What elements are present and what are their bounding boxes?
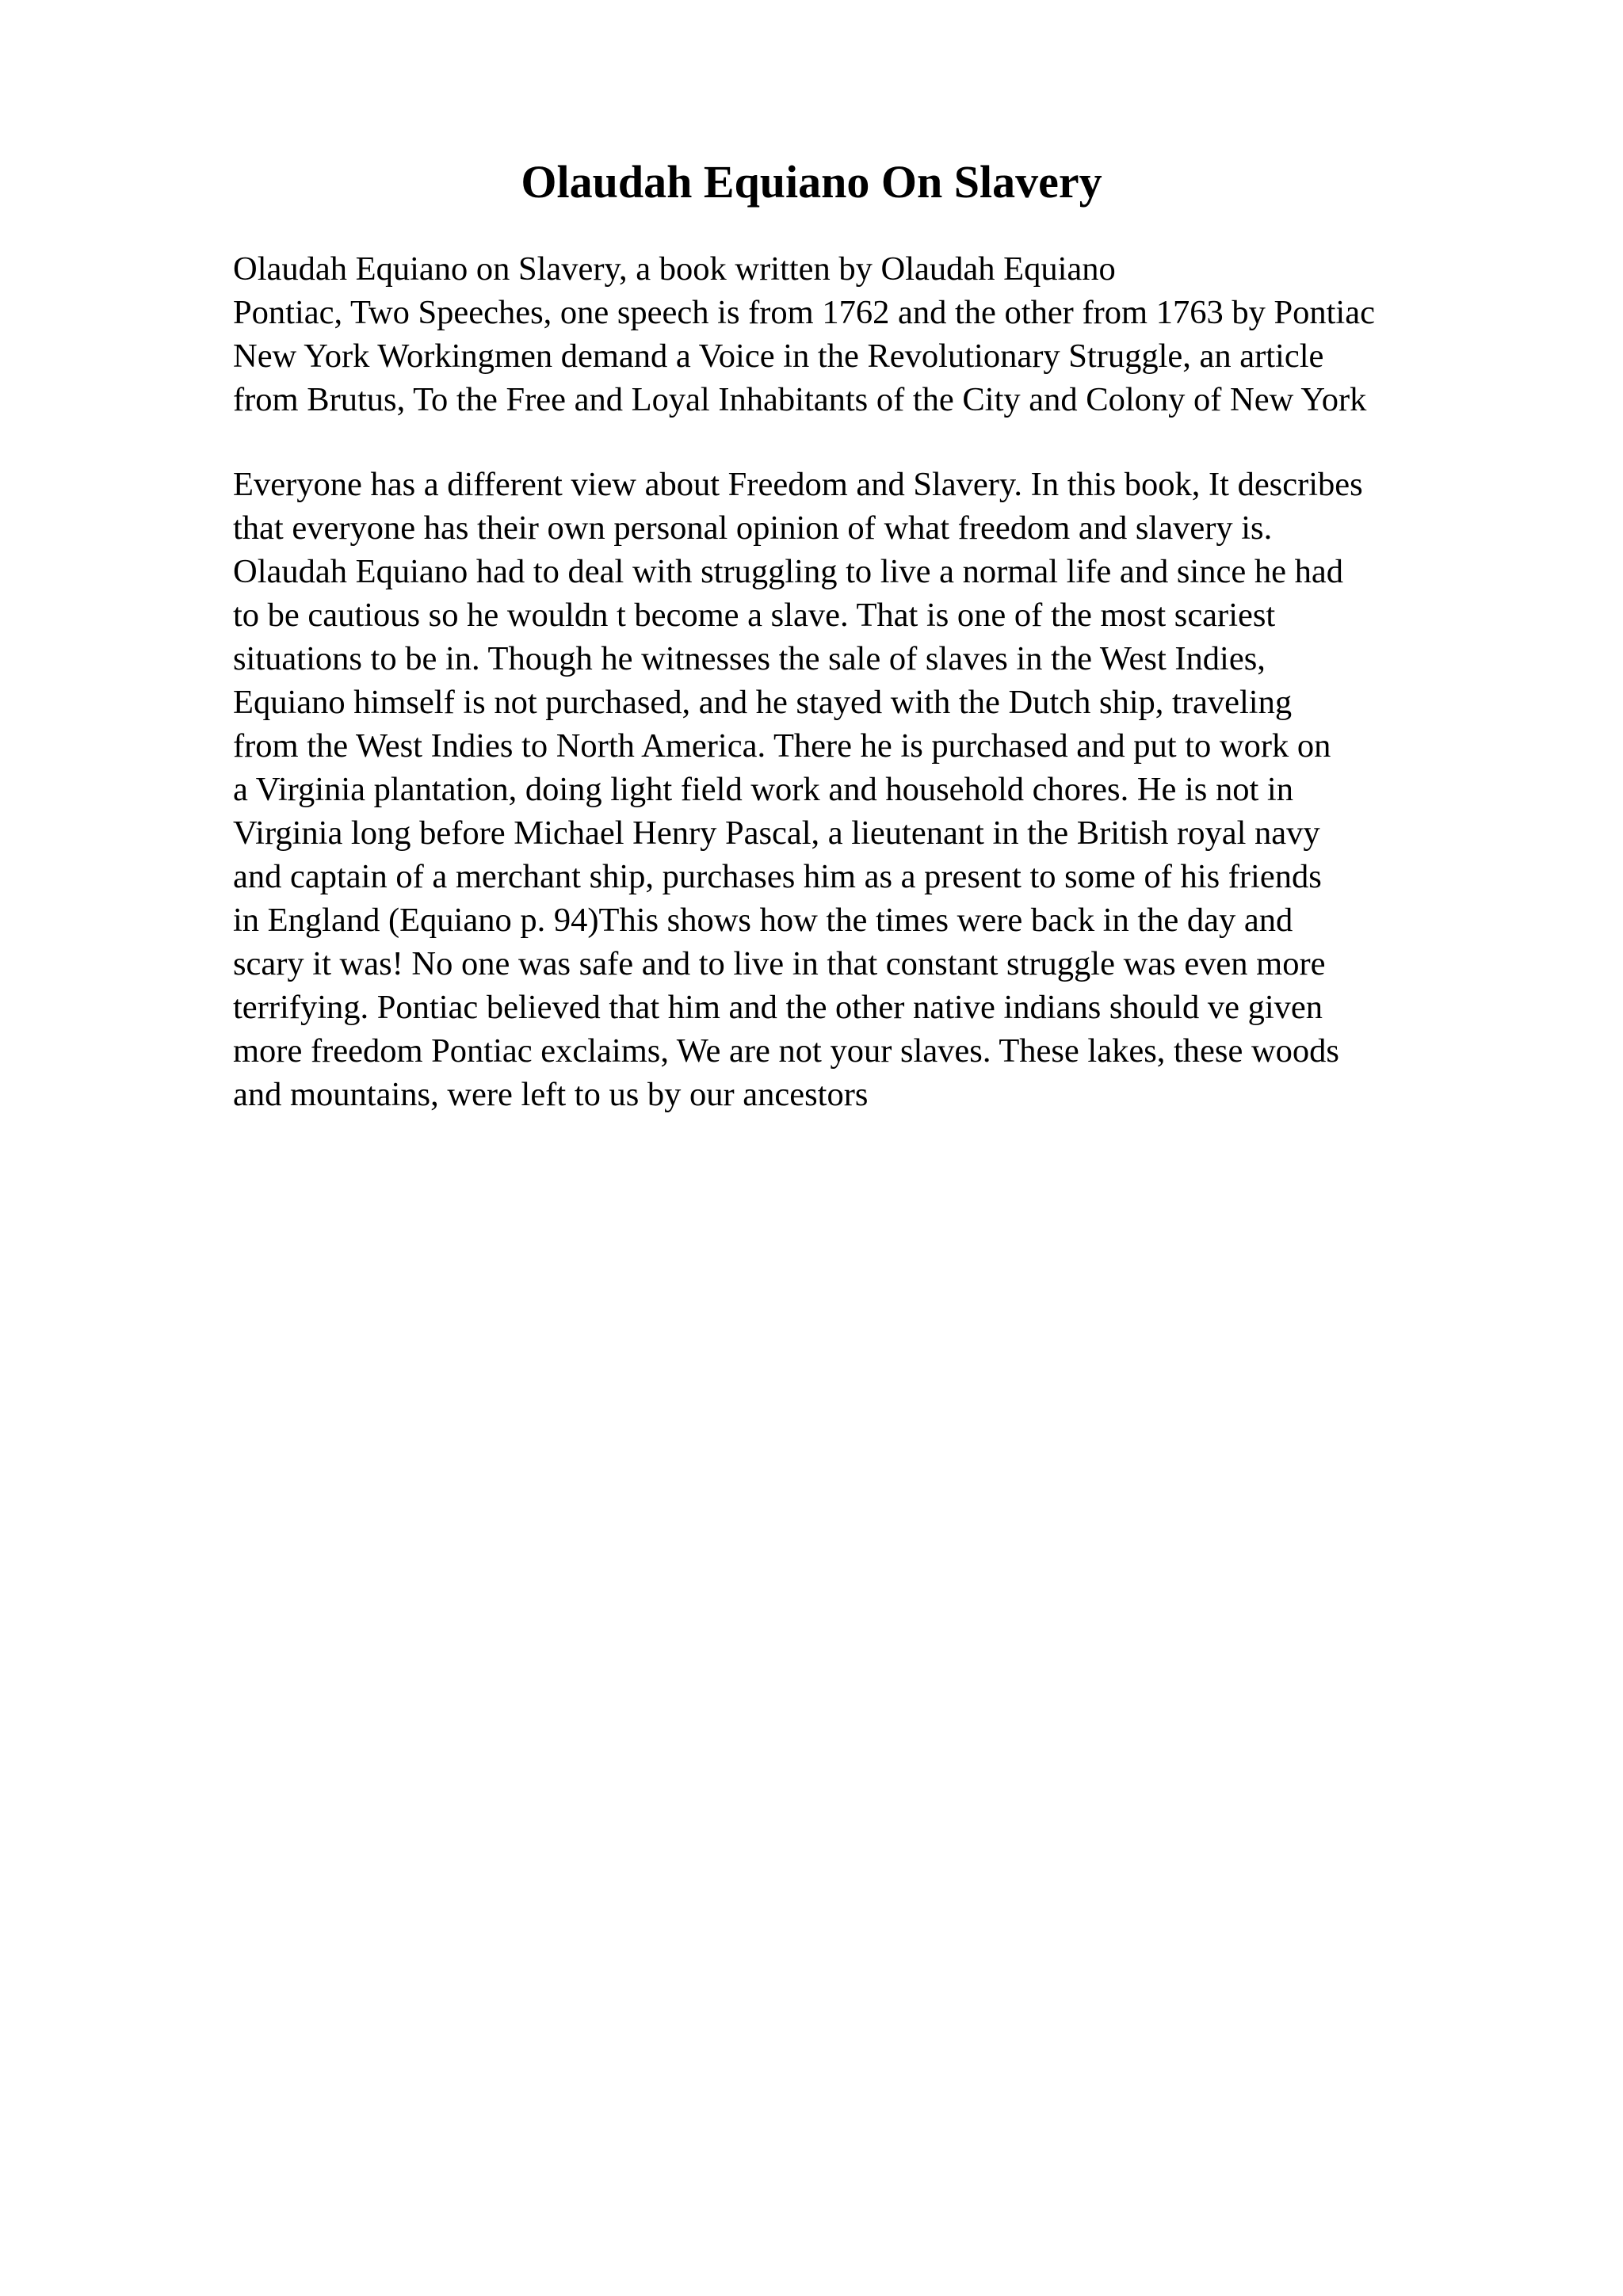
body-line: that everyone has their own personal opinion of what freedom and slavery is. bbox=[233, 509, 1273, 547]
references-block bbox=[233, 247, 1596, 421]
body-paragraph bbox=[233, 463, 1596, 1116]
body-line: terrifying. Pontiac believed that him and the other native indians should ve given bbox=[233, 989, 1323, 1026]
reference-line: from Brutus, To the Free and Loyal Inhabitants of the City and Colony of New York bbox=[233, 381, 1367, 418]
body-line: from the West Indies to North America. There he is purchased and put to work on bbox=[233, 727, 1331, 765]
body-line: Virginia long before Michael Henry Pascal, a lieutenant in the British royal navy bbox=[233, 814, 1320, 852]
body-line: Olaudah Equiano had to deal with struggling to live a normal life and since he had bbox=[233, 553, 1343, 590]
body-line: in England (Equiano p. 94)This shows how the times were back in the day and bbox=[233, 902, 1293, 939]
body-line: and mountains, were left to us by our ancestors bbox=[233, 1076, 869, 1113]
body-line: more freedom Pontiac exclaims, We are not your slaves. These lakes, these woods bbox=[233, 1032, 1339, 1070]
reference-line: New York Workingmen demand a Voice in the Revolutionary Struggle, an article bbox=[233, 338, 1324, 375]
body-line: to be cautious so he wouldn t become a slave. That is one of the most scariest bbox=[233, 597, 1276, 634]
body-line: Everyone has a different view about Freedom and Slavery. In this book, It describes bbox=[233, 466, 1363, 503]
reference-line: Olaudah Equiano on Slavery, a book written by Olaudah Equiano bbox=[233, 250, 1116, 288]
body-line: and captain of a merchant ship, purchases him as a present to some of his friends bbox=[233, 858, 1322, 895]
body-line: situations to be in. Though he witnesses the sale of slaves in the West Indies, bbox=[233, 640, 1266, 677]
page-title: Olaudah Equiano On Slavery bbox=[521, 156, 1102, 208]
body-line: Equiano himself is not purchased, and he stayed with the Dutch ship, traveling bbox=[233, 684, 1293, 721]
reference-line: Pontiac, Two Speeches, one speech is from 1762 and the other from 1763 by Pontiac bbox=[233, 294, 1375, 331]
body-line: a Virginia plantation, doing light field work and household chores. He is not in bbox=[233, 771, 1293, 808]
body-line: scary it was! No one was safe and to live in that constant struggle was even more bbox=[233, 945, 1326, 982]
